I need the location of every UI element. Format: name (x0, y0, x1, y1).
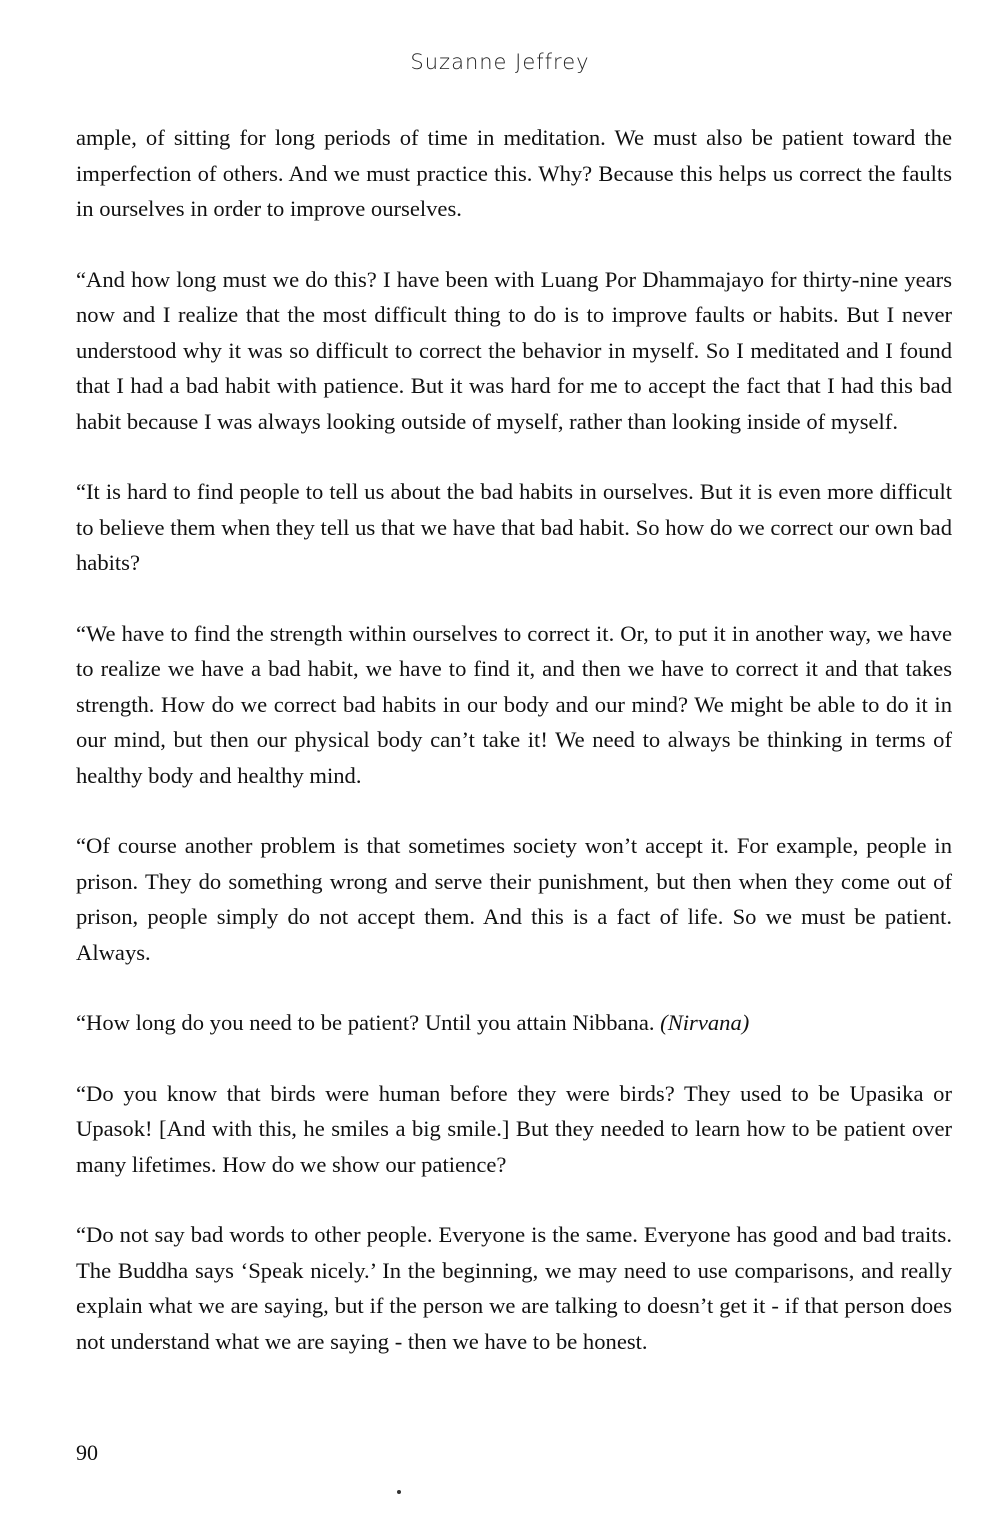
paragraph-7: “Do you know that birds were human before they were birds? They used to be Upasika or Upasok! [And with this, he smiles a big smile.] But they needed to learn how to be patient over many lifetimes. How do we show our patience? (76, 1080, 952, 1177)
paragraph-6-text: “How long do you need to be patient? Until you attain Nibbana. (76, 1010, 655, 1035)
paragraph-1: ample, of sitting for long periods of time in meditation. We must also be patient toward the imperfection of others. And we must practice this. Why? Because this helps us correct the faults in ourselves in order to improve ourselves. (76, 125, 952, 221)
paragraph-2: “And how long must we do this? I have been with Luang Por Dhammajayo for thirty-nine years now and I realize that the most difficult thing to do is to improve faults or habits. But I never understood why it was so difficult to correct the behavior in myself. So I meditated and I found that I had a bad habit with patience. But it was hard for me to accept the fact that I had this bad habit because I was always looking outside of myself, rather than looking inside of myself. (76, 266, 952, 434)
page-number: 90 (76, 1440, 98, 1465)
paragraph-8: “Do not say bad words to other people. Everyone is the same. Everyone has good and bad traits. The Buddha says ‘Speak nicely.’ In the beginning, we may need to use comparisons, and really explain what we are saying, but if the person we are talking to doesn’t get it - if that person does not understand what we are saying - then we have to be honest. (76, 1222, 952, 1354)
paragraph-6-italic-note: (Nirvana) (660, 1010, 750, 1035)
paragraph-6 (76, 1005, 952, 1041)
print-speck (397, 1490, 401, 1494)
paragraph-4: “We have to find the strength within ourselves to correct it. Or, to put it in another way, we have to realize we have a bad habit, we have to find it, and then we have to correct it and that takes strength. How do we correct bad habits in our body and our mind? We might be able to do it in our mind, but then our physical body can’t take it! We need to always be thinking in terms of healthy body and healthy mind. (76, 620, 952, 788)
running-header: Suzanne Jeffrey (410, 50, 590, 74)
paragraph-3: “It is hard to find people to tell us about the bad habits in ourselves. But it is even more difficult to believe them when they tell us that we have that bad habit. So how do we correct our own bad habits? (76, 479, 952, 575)
paragraph-5: “Of course another problem is that sometimes society won’t accept it. For example, people in prison. They do something wrong and serve their punishment, but then when they come out of prison, people simply do not accept them. And this is a fact of life. So we must be patient. Always. (76, 833, 952, 965)
body-text (76, 120, 952, 1359)
